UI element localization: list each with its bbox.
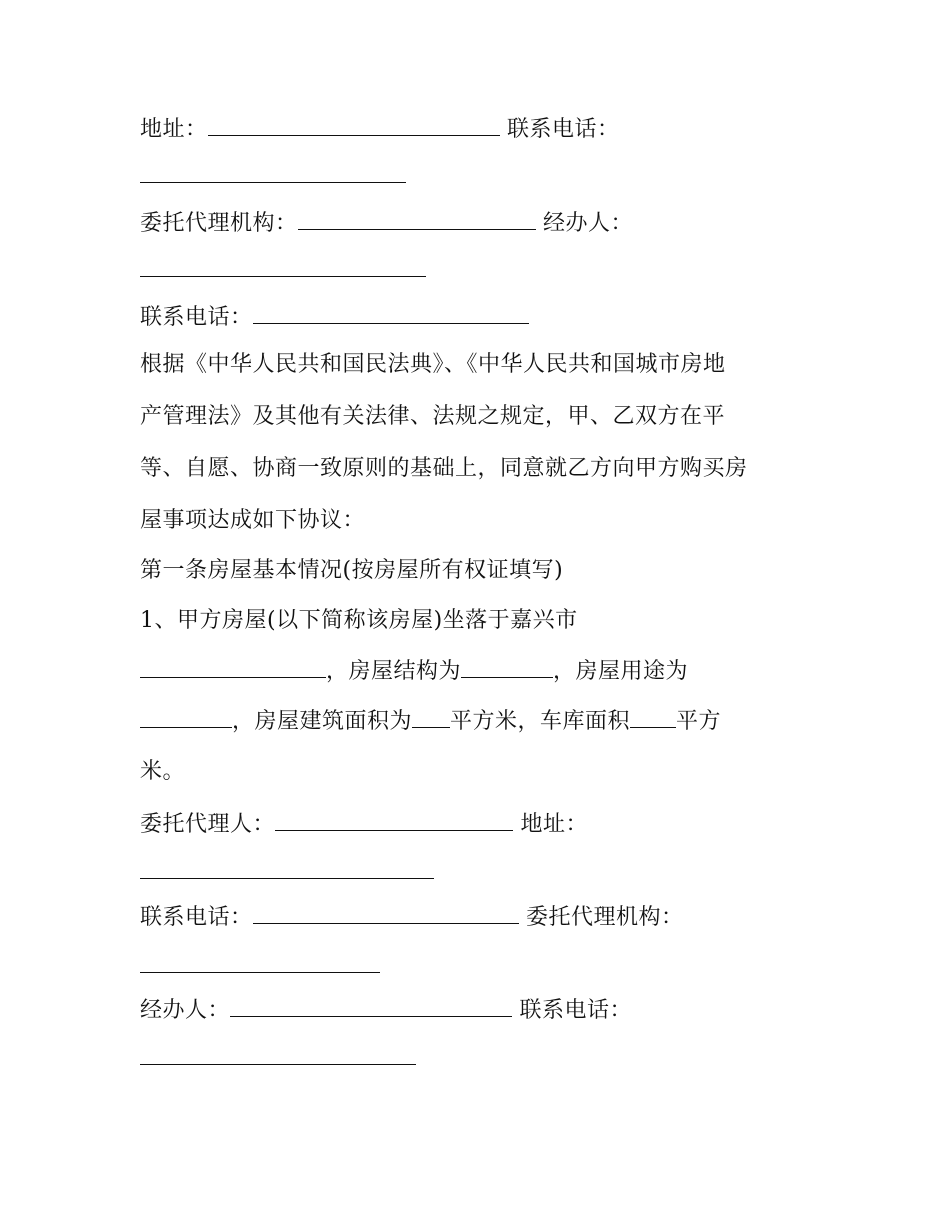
- fill-in-blank[interactable]: [140, 952, 380, 973]
- line-text: 委托代理人：: [140, 812, 276, 837]
- text-line: [140, 996, 632, 1026]
- fill-in-blank[interactable]: [412, 707, 450, 728]
- fill-in-blank[interactable]: [140, 858, 434, 879]
- line-text: 联系电话：: [140, 305, 253, 330]
- line-text: 米。: [140, 759, 186, 784]
- fill-in-blank[interactable]: [298, 209, 536, 230]
- line-text: 委托代理机构：: [140, 211, 298, 236]
- line-text: 经办人：: [140, 998, 231, 1023]
- text-line: [140, 350, 726, 380]
- line-text: 1、甲方房屋(以下简称该房屋)坐落于嘉兴市: [140, 608, 578, 633]
- line-text: 联系电话：: [499, 117, 620, 142]
- line-text: 经办人：: [535, 211, 634, 236]
- text-line: [140, 810, 588, 840]
- fill-in-blank[interactable]: [140, 707, 232, 728]
- fill-in-blank[interactable]: [140, 256, 426, 277]
- text-line: [140, 303, 529, 333]
- fill-in-blank[interactable]: [140, 1044, 416, 1065]
- line-text: 根据《中华人民共和国民法典》、《中华人民共和国城市房地: [140, 352, 726, 377]
- line-text: ，房屋结构为: [326, 659, 462, 684]
- line-text: 地址：: [140, 117, 208, 142]
- text-line: [140, 606, 578, 636]
- line-text: 联系电话：: [512, 998, 633, 1023]
- text-line: [140, 454, 748, 484]
- line-text: 联系电话：: [140, 905, 253, 930]
- text-line: [140, 209, 633, 239]
- text-line: [140, 952, 380, 982]
- line-text: 第一条房屋基本情况(按房屋所有权证填写): [140, 558, 564, 583]
- fill-in-blank[interactable]: [230, 996, 512, 1017]
- text-line: [140, 506, 365, 536]
- fill-in-blank[interactable]: [461, 657, 553, 678]
- text-line: [140, 402, 725, 432]
- fill-in-blank[interactable]: [253, 903, 519, 924]
- fill-in-blank[interactable]: [630, 707, 676, 728]
- line-text: 屋事项达成如下协议：: [140, 508, 366, 533]
- line-text: 地址：: [513, 812, 589, 837]
- text-line: [140, 657, 688, 687]
- line-text: ，房屋用途为: [553, 659, 689, 684]
- text-line: [140, 256, 426, 286]
- line-text: 平方: [676, 709, 722, 734]
- line-text: ，房屋建筑面积为: [232, 709, 413, 734]
- text-line: [140, 858, 434, 888]
- fill-in-blank[interactable]: [275, 810, 513, 831]
- line-text: 产管理法》及其他有关法律、法规之规定，甲、乙双方在平: [140, 404, 726, 429]
- line-text: 平方米，车库面积: [450, 709, 631, 734]
- fill-in-blank[interactable]: [208, 115, 500, 136]
- fill-in-blank[interactable]: [140, 162, 406, 183]
- line-text: 委托代理机构：: [518, 905, 684, 930]
- fill-in-blank[interactable]: [253, 303, 529, 324]
- text-line: [140, 1044, 416, 1074]
- text-line: [140, 556, 563, 586]
- text-line: [140, 903, 684, 933]
- text-line: [140, 707, 721, 737]
- fill-in-blank[interactable]: [140, 657, 326, 678]
- text-line: [140, 115, 620, 145]
- text-line: [140, 757, 185, 787]
- text-line: [140, 162, 406, 192]
- line-text: 等、自愿、协商一致原则的基础上，同意就乙方向甲方购买房: [140, 456, 748, 481]
